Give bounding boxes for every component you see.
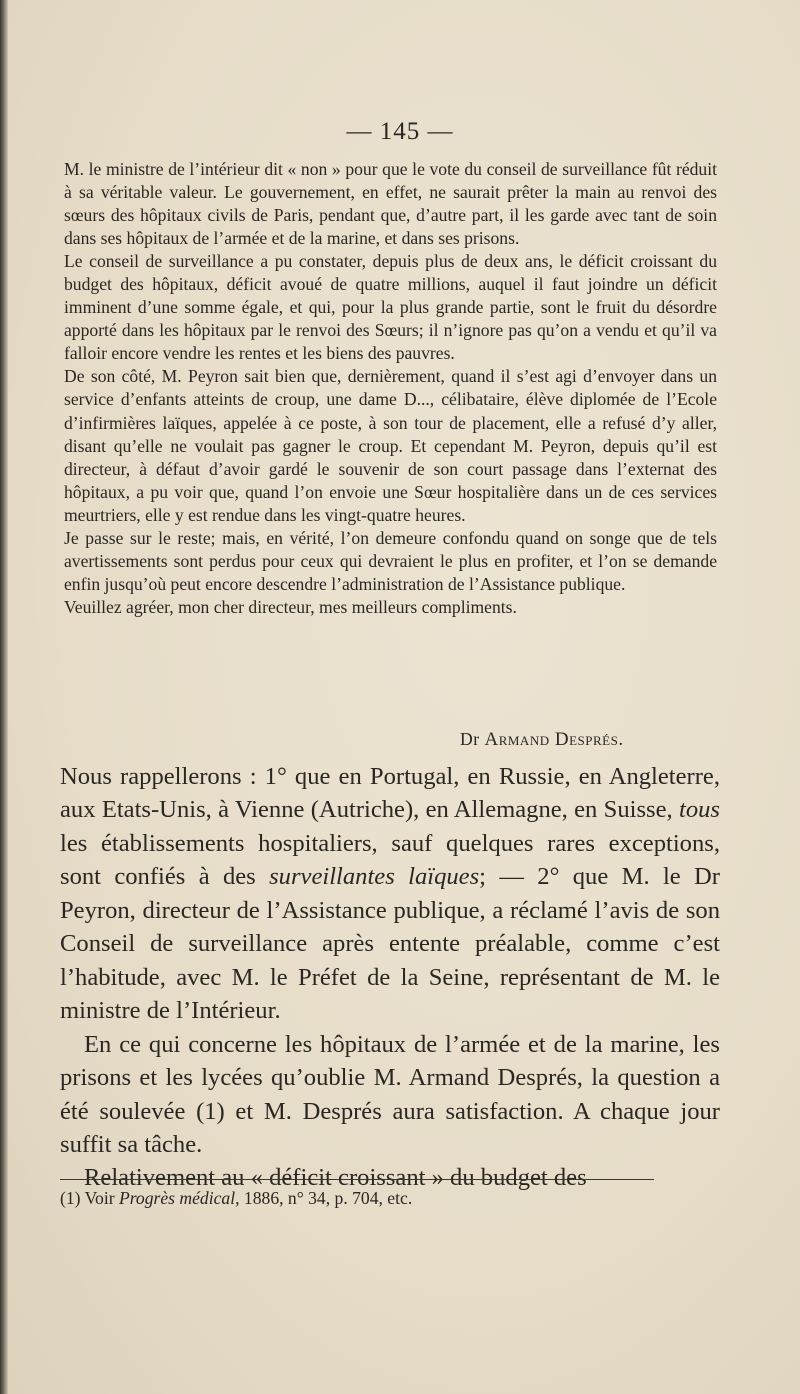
footnote-source: Progrès médical, xyxy=(118,1188,240,1208)
footnote-mark: (1) Voir xyxy=(60,1188,115,1208)
letter-paragraph: De son côté, M. Peyron sait bien que, dernièrement, quand il s’est agi d’envoyer dans un service d’enfants atteints de croup, une dame D..., célibataire, élève diplomée de l’Ecole d’infirmières laïques, appelée à ce poste, à son tour de placement, elle a refusé d’y aller, disant qu’elle ne voulait pas gagner le croup. Et cependant M. Peyron, depuis qu’il est directeur, à défaut d’avoir gardé le souvenir de son court passage dans l’externat des hôpitaux, a pu voir que, quand l’on envoie une Sœur hospitalière dans un de ces services meurtriers, elle y est rendue dans les vingt-quatre heures. xyxy=(64,366,717,525)
letter-paragraph: M. le ministre de l’intérieur dit « non » pour que le vote du conseil de surveillance fût réduit à sa véritable valeur. Le gouvernement, en effet, ne saurait prêter la main au renvoi des sœurs des hôpitaux civils de Paris, pendant que, d’autre part, il les garde avec tant de soin dans ses hôpitaux de l’armée et de la marine, et dans ses prisons. xyxy=(64,159,717,249)
book-spine-shadow xyxy=(0,0,8,1394)
commentary-text: Nous rappellerons : 1° que en Portugal, en Russie, en Angleterre, aux Etats-Unis, à Vienne (Autriche), en Allemagne, en Suisse, xyxy=(60,763,720,824)
footnote xyxy=(60,1188,412,1209)
signature-title: Dr xyxy=(460,729,480,749)
letter-paragraph: Veuillez agréer, mon cher directeur, mes meilleurs compliments. xyxy=(64,596,517,617)
commentary-paragraph xyxy=(60,760,720,1028)
letter-paragraph: Le conseil de surveillance a pu constater, depuis plus de deux ans, le déficit croissant du budget des hôpitaux, déficit avoué de quatre millions, auquel il faut joindre un déficit imminent d’une somme égale, et qui, pour la plus grande partie, sont le fruit du désordre apporté dans les hôpitaux par le renvoi des Sœurs; il n’ignore pas qu’on a vendu et qu’il va falloir encore vendre les rentes et les biens des pauvres. xyxy=(64,251,717,364)
footnote-divider xyxy=(60,1179,654,1180)
signature xyxy=(460,729,624,751)
emphasis-text: surveillantes laïques xyxy=(269,863,480,891)
page-number: — 145 — xyxy=(346,118,454,145)
commentary-text: les établissements hospitaliers, sauf quelques rares exceptions, sont confiés à des xyxy=(60,829,720,891)
editorial-commentary xyxy=(60,760,720,1195)
commentary-text: ; — 2° que M. le Dr Peyron, directeur de l’Assistance publique, a réclamé l’avis de son Conseil de surveillance après entente préalable, comme c’est l’habitude, avec M. le Préfet de la Seine, représentant de M. le ministre de l’Intérieur. xyxy=(60,863,720,1025)
footnote-detail: 1886, n° 34, p. 704, etc. xyxy=(243,1188,413,1208)
letter-paragraph: Je passe sur le reste; mais, en vérité, l’on demeure confondu quand on songe que de tels avertissements sont perdus pour ceux qui devraient le plus en profiter, et l’on se demande enfin jusqu’où peut encore descendre l’administration de l’Assistance publique. xyxy=(64,527,717,594)
commentary-paragraph: En ce qui concerne les hôpitaux de l’armée et de la marine, les prisons et les lycées qu’oublie M. Armand Després, la question a été soulevée (1) et M. Després aura satisfaction. A chaque jour suffit sa tâche. xyxy=(60,1030,720,1158)
signature-name: Armand Després. xyxy=(484,729,624,750)
emphasis-text: tous xyxy=(679,796,720,824)
quoted-letter xyxy=(64,158,717,619)
commentary-paragraph: Relativement au « déficit croissant » du budget des xyxy=(84,1164,587,1192)
